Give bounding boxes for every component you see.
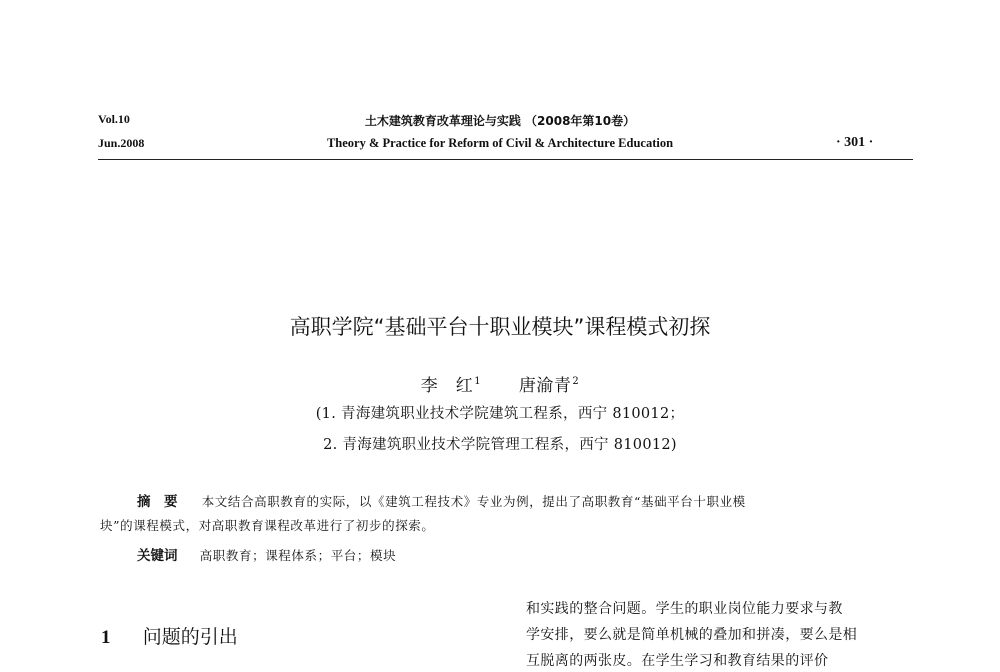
affiliation-1: (1. 青海建筑职业技术学院建筑工程系，西宁 810012；	[315, 406, 685, 422]
abstract-block	[137, 490, 746, 510]
affiliation-mark: 1	[474, 376, 482, 388]
issue-date: Jun.2008	[98, 136, 145, 150]
keywords-label: 关键词	[137, 548, 178, 564]
header-rule	[98, 159, 913, 160]
author-name: 唐渝青	[518, 376, 572, 396]
author-name: 李 红	[420, 376, 474, 396]
journal-title-cn: 土木建筑教育改革理论与实践 （2008年第10卷）	[364, 114, 636, 128]
abstract-text: 本文结合高职教育的实际，以《建筑工程技术》专业为例，提出了高职教育“基础平台十职业模	[201, 494, 746, 509]
body-text-line: 和实践的整合问题。学生的职业岗位能力要求与教	[526, 601, 843, 617]
body-text-line: 互脱离的两张皮。在学生学习和教育结果的评价	[526, 653, 829, 669]
section-title: 问题的引出	[142, 626, 238, 648]
abstract-text-continued: 块”的课程模式，对高职教育课程改革进行了初步的探索。	[100, 518, 435, 533]
authors-line	[0, 371, 1000, 396]
affiliation-mark: 2	[572, 376, 580, 388]
section-number: 1	[101, 627, 111, 648]
keywords-block	[137, 544, 396, 564]
section-heading	[101, 622, 238, 649]
article-title: 高职学院“基础平台十职业模块”课程模式初探	[289, 315, 711, 339]
page-number: · 301 ·	[836, 135, 874, 150]
affiliation-2: 2. 青海建筑职业技术学院管理工程系，西宁 810012)	[323, 437, 677, 453]
body-text-line: 学安排，要么就是简单机械的叠加和拼凑，要么是相	[526, 627, 858, 643]
volume-label: Vol.10	[98, 112, 130, 126]
journal-title-en: Theory & Practice for Reform of Civil & Architecture Education	[326, 136, 674, 150]
abstract-label: 摘 要	[137, 494, 178, 510]
keywords-text: 高职教育；课程体系；平台；模块	[199, 548, 397, 563]
